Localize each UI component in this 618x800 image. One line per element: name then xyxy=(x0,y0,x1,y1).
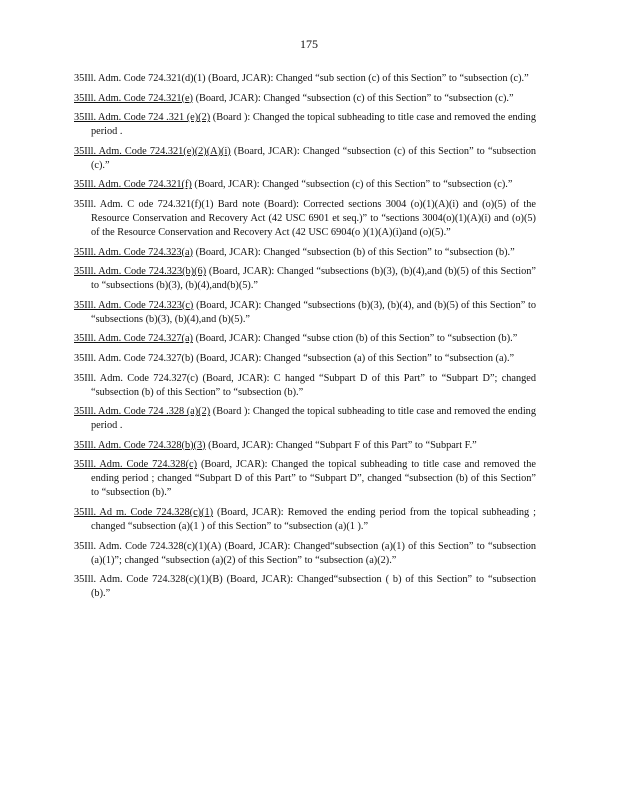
code-citation: 35Ill. Adm. Code 724.328(b)(3) xyxy=(74,439,206,451)
amendment-entry xyxy=(74,145,536,173)
amendment-entry xyxy=(74,458,536,500)
code-citation: 35Ill. Adm. Code 724 .321 (e)(2) xyxy=(74,112,211,124)
change-description: (Board, JCAR): Changed “subsection (c) of this Section” to “subsection (c).” xyxy=(195,92,514,104)
change-description: (Board ): Changed the topical subheading to title case and removed the ending period . xyxy=(91,406,536,432)
change-description: (Board, JCAR): Changed “subsection (a) of this Section” to “subsection (a).” xyxy=(196,352,515,364)
change-description: (Board, JCAR): Changed “subsections (b)(3), (b)(4), and (b)(5) of this Section” to “subsections (b)(3), (b)(4),and (b)(5).” xyxy=(91,299,537,325)
page-number: 175 xyxy=(300,37,318,51)
code-citation: 35Ill. Adm. Code 724.328(c)(1)(A) xyxy=(74,540,222,552)
change-description: (Board, JCAR): Changed“subsection ( b) of this Section” to “subsection (b).” xyxy=(91,574,536,600)
change-description: (Board, JCAR): Changed “subsections (b)(3), (b)(4),and (b)(5) of this Section” to “subsections (b)(3), (b)(4),and(b)(5).” xyxy=(91,266,536,292)
code-citation: 35Ill. Adm. Code 724.323(a) xyxy=(74,246,193,258)
code-citation: 35Ill. Adm. Code 724.323(b)(6) xyxy=(74,266,207,278)
change-description: (Board, JCAR): Changed the topical subheading to title case and removed the ending period ; changed “Subpart D of this Part” to “Subpart D”, changed “subsection (b) of this Section” to “subsection (b).” xyxy=(91,459,536,499)
amendment-entry xyxy=(74,198,536,240)
amendment-entry xyxy=(74,111,536,139)
amendment-list xyxy=(74,72,536,607)
code-citation: 35Ill. Adm. Code 724.327(a) xyxy=(74,333,193,345)
change-description: (Board ): Changed the topical subheading to title case and removed the ending period . xyxy=(91,112,536,138)
code-citation: 35Ill. Ad m. Code 724.328(c)(1) xyxy=(74,506,214,518)
code-citation: 35Ill. Adm. Code 724.321(e)(2)(A)(i) xyxy=(74,145,231,157)
change-description: (Board, JCAR): Changed “subse ction (b) of this Section” to “subsection (b).” xyxy=(195,333,518,345)
code-citation: 35Ill. Adm. Code 724.321(e) xyxy=(74,92,193,104)
change-description: (Board, JCAR): Changed “sub section (c) of this Section” to “subsection (c).” xyxy=(208,73,529,84)
amendment-entry xyxy=(74,246,536,260)
amendment-entry xyxy=(74,92,536,106)
change-description: (Board, JCAR): Removed the ending period from the topical subheading ; changed “subsection (a)(1 ) of this Section” to “subsection (a)(1 ).” xyxy=(91,506,536,532)
amendment-entry xyxy=(74,178,536,192)
code-citation: 35Ill. Adm. Code 724.328(c) xyxy=(74,459,198,471)
amendment-entry xyxy=(74,573,536,601)
amendment-entry xyxy=(74,439,536,453)
code-citation: 35Ill. Adm. Code 724.323(c) xyxy=(74,299,194,311)
amendment-entry xyxy=(74,405,536,433)
change-description: (Board, JCAR): Changed “Subpart F of this Part” to “Subpart F.” xyxy=(208,439,477,451)
change-description: (Board, JCAR): Changed “subsection (b) of this Section” to “subsection (b).” xyxy=(195,246,515,258)
amendment-entry xyxy=(74,352,536,366)
amendment-entry xyxy=(74,72,536,86)
code-citation: 35Ill. Adm. C ode 724.321(f)(1) xyxy=(74,198,214,210)
code-citation: 35Ill. Adm. Code 724.328(c)(1)(B) xyxy=(74,574,223,586)
amendment-entry xyxy=(74,332,536,346)
change-description: (Board, JCAR): C hanged “Subpart D of this Part” to “Subpart D”; changed “subsection (b) of this Section” to “subsection (b).” xyxy=(91,372,536,398)
change-description: (Board, JCAR): Changed“subsection (a)(1) of this Section” to “subsection (a)(1)”; changed “subsection (a)(2) of this Section” to “subsection (a)(2).” xyxy=(91,540,536,566)
change-description: (Board, JCAR): Changed “subsection (c) of this Section” to “subsection (c).” xyxy=(194,179,513,191)
amendment-entry xyxy=(74,372,536,400)
amendment-entry xyxy=(74,506,536,534)
amendment-entry xyxy=(74,540,536,568)
code-citation: 35Ill. Adm. Code 724.321(d)(1) xyxy=(74,73,206,84)
amendment-entry xyxy=(74,299,536,327)
code-citation: 35Ill. Adm. Code 724.321(f) xyxy=(74,179,192,191)
code-citation: 35Ill. Adm. Code 724 .328 (a)(2) xyxy=(74,406,211,418)
code-citation: 35Ill. Adm. Code 724.327(b) xyxy=(74,352,194,364)
amendment-entry xyxy=(74,265,536,293)
change-description: Bard note (Board): Corrected sections 3004 (o)(1)(A)(i) and (o)(5) of the Resource Conservation and Recovery Act (42 USC 6901 et seq.)” to “sections 3004(o)(1)(A)(i) and (o)(5) of the Resource Conservation and Recovery Act (42 USC 6904(o )(1)(A)(i)and (o)(5).” xyxy=(91,198,536,238)
change-description: (Board, JCAR): Changed “subsection (c) of this Section” to “subsection (c).” xyxy=(91,145,537,171)
code-citation: 35Ill. Adm. Code 724.327(c) xyxy=(74,372,199,384)
